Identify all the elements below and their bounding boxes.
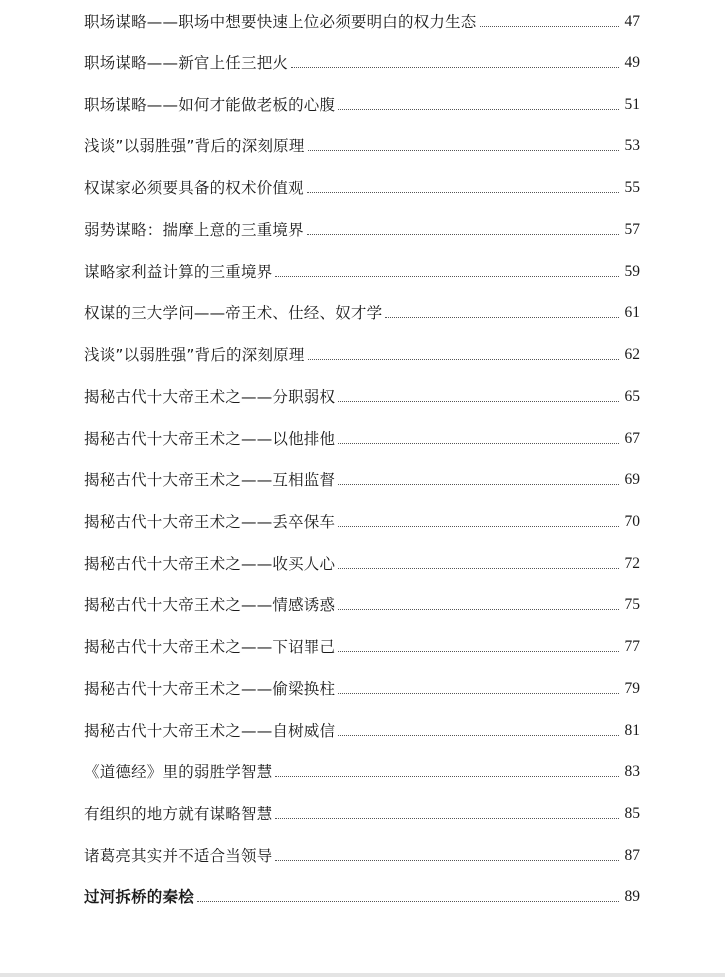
toc-entry-page: 61 <box>624 304 640 321</box>
toc-entry[interactable] <box>84 671 640 699</box>
toc-entry[interactable] <box>84 504 640 532</box>
toc-entry-title: 职场谋略——职场中想要快速上位必须要明白的权力生态 <box>84 13 477 31</box>
toc-entry-page: 70 <box>624 513 640 530</box>
toc-leader-dots <box>307 191 619 193</box>
toc-entry-page: 85 <box>624 805 640 822</box>
toc-entry[interactable] <box>84 462 640 490</box>
toc-leader-dots <box>338 442 619 444</box>
toc-entry-page: 62 <box>624 346 640 363</box>
toc-entry[interactable] <box>84 421 640 449</box>
toc-entry-title: 揭秘古代十大帝王术之——自树威信 <box>84 722 336 740</box>
toc-entry[interactable] <box>84 629 640 657</box>
toc-leader-dots <box>338 567 619 569</box>
toc-entry[interactable] <box>84 128 640 156</box>
toc-leader-dots <box>307 233 619 235</box>
toc-entry[interactable] <box>84 879 640 907</box>
toc-entry-title: 弱势谋略：揣摩上意的三重境界 <box>84 221 304 239</box>
toc-entry-page: 57 <box>624 221 640 238</box>
toc-entry-page: 55 <box>624 179 640 196</box>
toc-entry-title: 职场谋略——如何才能做老板的心腹 <box>84 96 336 114</box>
toc-leader-dots <box>308 149 619 151</box>
toc-entry[interactable] <box>84 754 640 782</box>
toc-entry-title: 《道德经》里的弱胜学智慧 <box>84 763 273 781</box>
toc-entry[interactable] <box>84 796 640 824</box>
toc-entry[interactable] <box>84 87 640 115</box>
toc-leader-dots <box>338 400 619 402</box>
toc-entry-title: 揭秘古代十大帝王术之——丢卒保车 <box>84 513 336 531</box>
toc-entry-title: 揭秘古代十大帝王术之——分职弱权 <box>84 388 336 406</box>
toc-entry-page: 87 <box>624 847 640 864</box>
toc-entry[interactable] <box>84 295 640 323</box>
page-bottom-edge <box>0 973 725 977</box>
toc-entry-page: 53 <box>624 137 640 154</box>
toc-leader-dots <box>275 775 619 777</box>
toc-leader-dots <box>308 358 619 360</box>
toc-entry-page: 59 <box>624 263 640 280</box>
toc-entry-title: 揭秘古代十大帝王术之——以他排他 <box>84 430 336 448</box>
toc-entry-page: 47 <box>624 13 640 30</box>
toc-entry[interactable] <box>84 337 640 365</box>
toc-entry-title: 揭秘古代十大帝王术之——偷梁换柱 <box>84 680 336 698</box>
toc-entry-page: 83 <box>624 763 640 780</box>
toc-entry[interactable] <box>84 170 640 198</box>
toc-leader-dots <box>385 316 619 318</box>
toc-leader-dots <box>197 900 619 902</box>
toc-entry-page: 51 <box>624 96 640 113</box>
toc-entry-page: 69 <box>624 471 640 488</box>
toc-leader-dots <box>338 650 619 652</box>
toc-entry-page: 79 <box>624 680 640 697</box>
toc-entry-page: 75 <box>624 596 640 613</box>
toc-entry-title: 谋略家利益计算的三重境界 <box>84 263 273 281</box>
toc-entry-page: 65 <box>624 388 640 405</box>
toc-entry-page: 49 <box>624 54 640 71</box>
toc-entry[interactable] <box>84 546 640 574</box>
toc-entry-title: 揭秘古代十大帝王术之——情感诱惑 <box>84 596 336 614</box>
toc-leader-dots <box>338 483 619 485</box>
toc-entry-title: 揭秘古代十大帝王术之——下诏罪己 <box>84 638 336 656</box>
toc-entry-title: 浅谈”以弱胜强”背后的深刻原理 <box>84 346 305 364</box>
toc-entry-title: 揭秘古代十大帝王术之——收买人心 <box>84 555 336 573</box>
toc-entry-page: 89 <box>624 888 640 905</box>
toc-entry-page: 72 <box>624 555 640 572</box>
toc-entry-page: 67 <box>624 430 640 447</box>
toc-leader-dots <box>480 25 619 27</box>
toc-entry[interactable] <box>84 379 640 407</box>
toc-entry[interactable] <box>84 45 640 73</box>
toc-leader-dots <box>338 108 619 110</box>
toc-entry-title: 职场谋略——新官上任三把火 <box>84 54 289 72</box>
toc-leader-dots <box>275 859 619 861</box>
toc-entry-page: 81 <box>624 722 640 739</box>
toc-entry-title: 有组织的地方就有谋略智慧 <box>84 805 273 823</box>
toc-leader-dots <box>291 66 619 68</box>
toc-entry-title: 揭秘古代十大帝王术之——互相监督 <box>84 471 336 489</box>
toc-leader-dots <box>275 817 619 819</box>
toc-entry[interactable] <box>84 587 640 615</box>
toc-entry-title: 浅谈”以弱胜强”背后的深刻原理 <box>84 137 305 155</box>
toc-leader-dots <box>338 734 619 736</box>
toc-entry-title: 诸葛亮其实并不适合当领导 <box>84 847 273 865</box>
toc-entry[interactable] <box>84 838 640 866</box>
toc-leader-dots <box>338 608 619 610</box>
toc-entry[interactable] <box>84 212 640 240</box>
toc-entry[interactable] <box>84 4 640 32</box>
toc-entry-title: 权谋的三大学问——帝王术、仕经、奴才学 <box>84 304 383 322</box>
toc-entry-title: 权谋家必须要具备的权术价值观 <box>84 179 304 197</box>
toc-entry-page: 77 <box>624 638 640 655</box>
toc-entry[interactable] <box>84 254 640 282</box>
toc-leader-dots <box>275 275 619 277</box>
toc-leader-dots <box>338 692 619 694</box>
toc-entry-title: 过河拆桥的秦桧 <box>84 888 194 906</box>
toc-leader-dots <box>338 525 619 527</box>
toc-entry[interactable] <box>84 713 640 741</box>
